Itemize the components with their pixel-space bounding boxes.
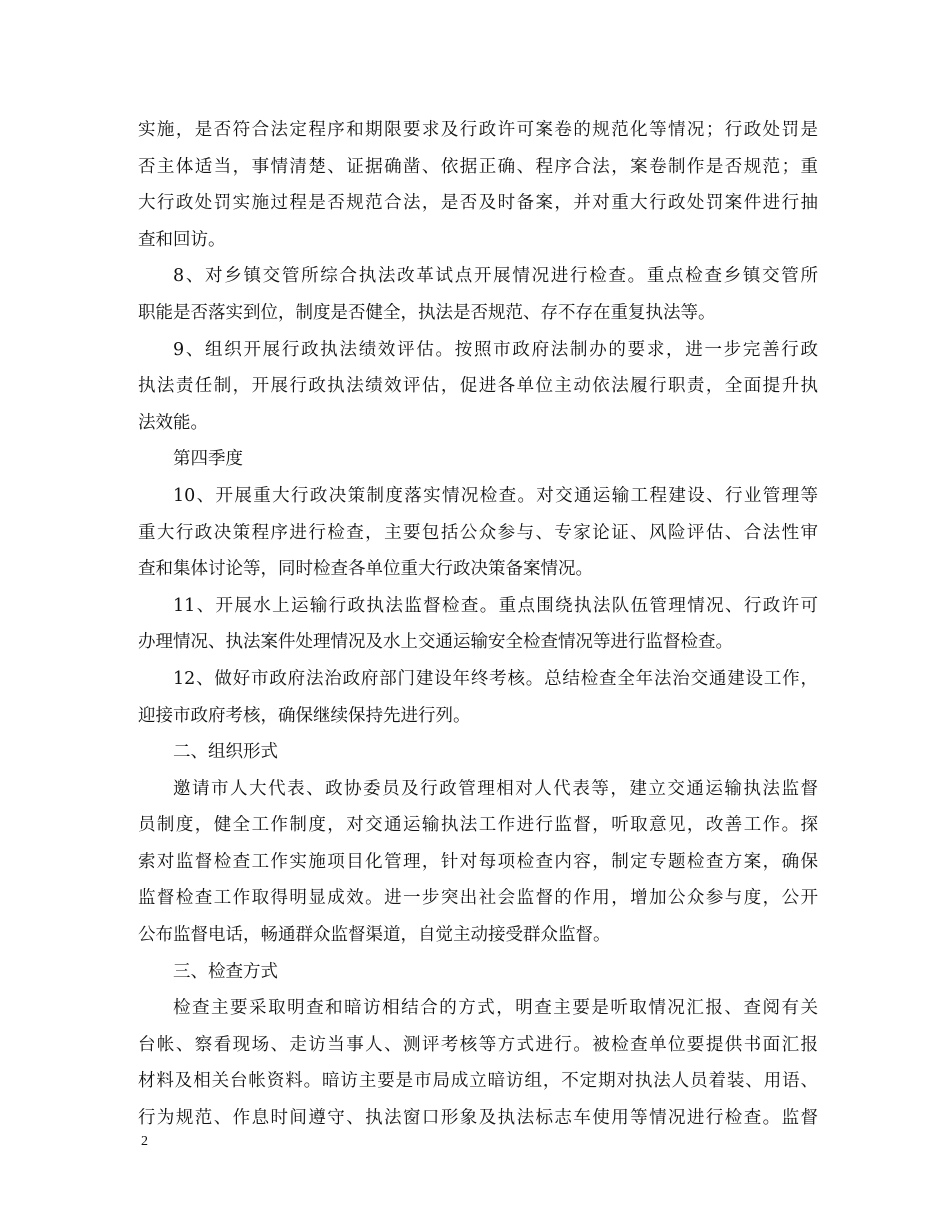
text-line: 行为规范、作息时间遵守、执法窗口形象及执法标志车使用等情况进行检查。监督 bbox=[138, 1108, 818, 1129]
text-line: 重大行政决策程序进行检查，主要包括公众参与、专家论证、风险评估、合法性审 bbox=[138, 522, 818, 543]
text-line: 公布监督电话，畅通群众监督渠道，自觉主动接受群众监督。 bbox=[138, 925, 611, 946]
text-line: 材料及相关台帐资料。暗访主要是市局成立暗访组，不定期对执法人员着装、用语、 bbox=[138, 1071, 818, 1092]
text-line: 12、做好市政府法治政府部门建设年终考核。总结检查全年法治交通建设工作， bbox=[173, 668, 818, 689]
text-line: 二、组织形式 bbox=[173, 742, 278, 763]
text-line: 邀请市人大代表、政协委员及行政管理相对人代表等，建立交通运输执法监督 bbox=[173, 778, 818, 799]
text-line: 台帐、察看现场、走访当事人、测评考核等方式进行。被检查单位要提供书面汇报 bbox=[138, 1034, 818, 1055]
text-line: 监督检查工作取得明显成效。进一步突出社会监督的作用，增加公众参与度，公开 bbox=[138, 888, 818, 909]
text-line: 11、开展水上运输行政执法监督检查。重点围绕执法队伍管理情况、行政许可 bbox=[173, 595, 818, 616]
text-line: 9、组织开展行政执法绩效评估。按照市政府法制办的要求，进一步完善行政 bbox=[173, 339, 818, 360]
text-line: 三、检查方式 bbox=[173, 961, 278, 982]
text-line: 法效能。 bbox=[138, 412, 208, 433]
text-line: 职能是否落实到位，制度是否健全，执法是否规范、存不存在重复执法等。 bbox=[138, 302, 716, 323]
text-line: 迎接市政府考核，确保继续保持先进行列。 bbox=[138, 705, 471, 726]
text-line: 第四季度 bbox=[173, 449, 243, 470]
text-line: 执法责任制，开展行政执法绩效评估，促进各单位主动依法履行职责，全面提升执 bbox=[138, 376, 818, 397]
text-line: 否主体适当，事情清楚、证据确凿、依据正确、程序合法，案卷制作是否规范；重 bbox=[138, 156, 818, 177]
text-line: 8、对乡镇交管所综合执法改革试点开展情况进行检查。重点检查乡镇交管所 bbox=[173, 266, 818, 287]
page-number: 2 bbox=[141, 1134, 148, 1149]
text-line: 10、开展重大行政决策制度落实情况检查。对交通运输工程建设、行业管理等 bbox=[173, 485, 818, 506]
text-line: 检查主要采取明查和暗访相结合的方式，明查主要是听取情况汇报、查阅有关 bbox=[173, 998, 818, 1019]
text-line: 员制度，健全工作制度，对交通运输执法工作进行监督，听取意见，改善工作。探 bbox=[138, 815, 818, 836]
text-line: 查和回访。 bbox=[138, 229, 226, 250]
document-body bbox=[138, 112, 818, 1137]
text-line: 查和集体讨论等，同时检查各单位重大行政决策备案情况。 bbox=[138, 559, 593, 580]
text-line: 大行政处罚实施过程是否规范合法，是否及时备案，并对重大行政处罚案件进行抽 bbox=[138, 193, 818, 214]
text-line: 实施，是否符合法定程序和期限要求及行政许可案卷的规范化等情况；行政处罚是 bbox=[138, 120, 818, 140]
text-line: 索对监督检查工作实施项目化管理，针对每项检查内容，制定专题检查方案，确保 bbox=[138, 851, 818, 872]
text-line: 办理情况、执法案件处理情况及水上交通运输安全检查情况等进行监督检查。 bbox=[138, 632, 733, 653]
